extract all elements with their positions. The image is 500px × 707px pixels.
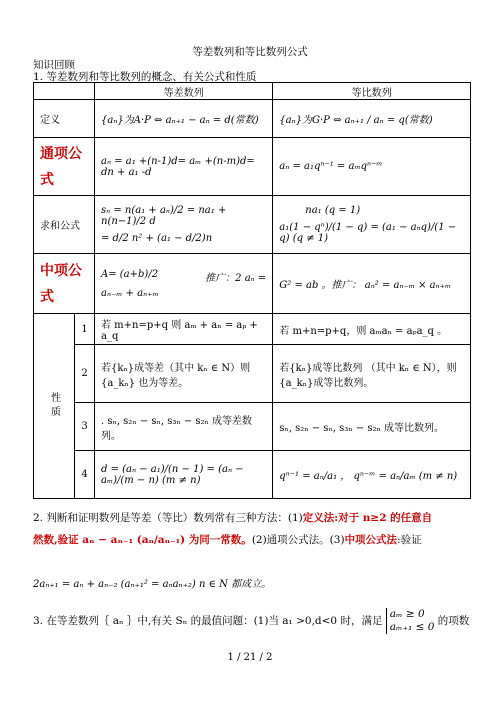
item2-text-f: :验证 (397, 534, 422, 546)
table-header-row (34, 83, 471, 100)
header-geom: 等比数列 (273, 83, 471, 100)
prop-arith: 若{kₙ}成等差（其中 kₙ ∈ N）则 {a_kₙ} 也为等差。 (95, 345, 273, 403)
row-definition (34, 100, 471, 138)
label-general-term: 通项公式 (34, 138, 95, 196)
item3-text-b: 的项数 (437, 615, 470, 627)
arith-general-term: aₙ = a₁ +(n-1)d= aₘ +(n-m)d= dn + a₁ -d (95, 138, 273, 196)
label-sum: 求和公式 (34, 196, 95, 254)
prop-row-4 (34, 451, 471, 499)
arith-sum-line1: sₙ = n(a₁ + aₙ)/2 = na₁ + n(n−1)/2 d (101, 205, 227, 227)
prop-geom: 若{kₙ}成等比数列 （其中 kₙ ∈ N），则{a_kₙ}成等比数列。 (273, 345, 471, 403)
page-footer: 1 / 21 / 2 (227, 652, 273, 663)
arith-middle-line2: aₙ₋ₘ + aₙ₊ₘ (101, 287, 159, 299)
geom-sum-line2: a₁(1 − qⁿ)/(1 − q) = (a₁ − aₙq)/(1 − q) (q ≠ 1) (279, 222, 457, 244)
item3-text-a: 3. 在等差数列｛ aₙ ｝中,有关 Sₙ 的最值问题：(1)当 a₁ >0,d<0 时，满足 (33, 615, 383, 627)
row-middle-term (34, 254, 471, 314)
item3-cond2: aₘ₊₁ ≤ 0 (389, 621, 435, 633)
section-heading: 知识回顾 (33, 59, 75, 71)
arith-sum-line2: = d/2 n² + (a₁ − d/2)n (101, 233, 213, 244)
prop-arith: 若 m+n=p+q 则 aₘ + aₙ = aₚ + a_q (95, 314, 273, 345)
label-middle-term: 中项公式 (34, 254, 95, 314)
item2-text-a: 2. 判断和证明数列是等差（等比）数列常有三种方法：(1) (33, 512, 303, 524)
item2-verify: 然数,验证 aₙ − aₙ₋₁ (aₙ/aₙ₋₁) 为同一常数。 (33, 534, 252, 546)
prop-number: 4 (75, 451, 95, 499)
geom-general-term: aₙ = a₁qⁿ⁻¹ = aₘqⁿ⁻ᵐ (273, 138, 471, 196)
row-general-term (34, 138, 471, 196)
prop-geom: sₙ, s₂ₙ − sₙ, s₃ₙ − s₂ₙ 成等比数列。 (273, 403, 471, 451)
item1-title: 1. 等差数列和等比数列的概念、有关公式和性质 (33, 71, 257, 83)
prop-number: 2 (75, 345, 95, 403)
item3-cond1: aₘ ≥ 0 (389, 608, 425, 620)
geom-sum-line1: na₁ (q = 1) (305, 205, 361, 216)
item2-middle-method: 中项公式法 (344, 534, 398, 546)
item2-text-d: (2)通项公式法。(3) (251, 534, 345, 546)
arith-definition: {aₙ}为A·P ⇔ aₙ₊₁ − aₙ = d(常数) (95, 100, 273, 138)
prop-geom: qⁿ⁻¹ = aₙ/a₁ ， qⁿ⁻ᵐ = aₙ/aₘ (m ≠ n) (273, 451, 471, 499)
formula-table (33, 82, 471, 499)
prop-geom: 若 m+n=p+q，则 aₘaₙ = aₚa_q 。 (273, 314, 471, 345)
row-sum (34, 196, 471, 254)
item2-line2 (33, 532, 422, 547)
item3-condition (386, 608, 435, 634)
prop-number: 1 (75, 314, 95, 345)
item2-definition-method: 定义法:对于 n≥2 的任意自 (302, 512, 433, 524)
prop-row-1 (34, 314, 471, 345)
item2-line3: 2aₙ₊₁ = aₙ + aₙ₋₂ (aₙ₊₁² = aₙaₙ₊₂) n ∈ N 都成立。 (33, 579, 272, 590)
prop-arith: d = (aₙ − a₁)/(n − 1) = (aₙ − aₘ)/(m − n) (m ≠ n) (95, 451, 273, 499)
prop-row-2 (34, 345, 471, 403)
item3-line (33, 608, 469, 634)
geom-definition: {aₙ}为G·P ⇔ aₙ₊₁ / aₙ = q(常数) (273, 100, 471, 138)
prop-number: 3 (75, 403, 95, 451)
doc-title: 等差数列和等比数列公式 (192, 46, 308, 58)
geom-middle-term: G² = ab 。推广： aₙ² = aₙ₋ₘ × aₙ₊ₘ (273, 254, 471, 314)
props-label: 性质 (34, 314, 75, 499)
arith-middle-ext: 推广：2 aₙ = (205, 272, 267, 284)
header-arith: 等差数列 (95, 83, 273, 100)
prop-arith: . sₙ, s₂ₙ − sₙ, s₃ₙ − s₂ₙ 成等差数列。 (95, 403, 273, 451)
arith-middle-line1: A= (a+b)/2 (101, 268, 159, 280)
item2-line1 (33, 510, 432, 525)
label-definition: 定义 (34, 100, 95, 138)
prop-row-3 (34, 403, 471, 451)
